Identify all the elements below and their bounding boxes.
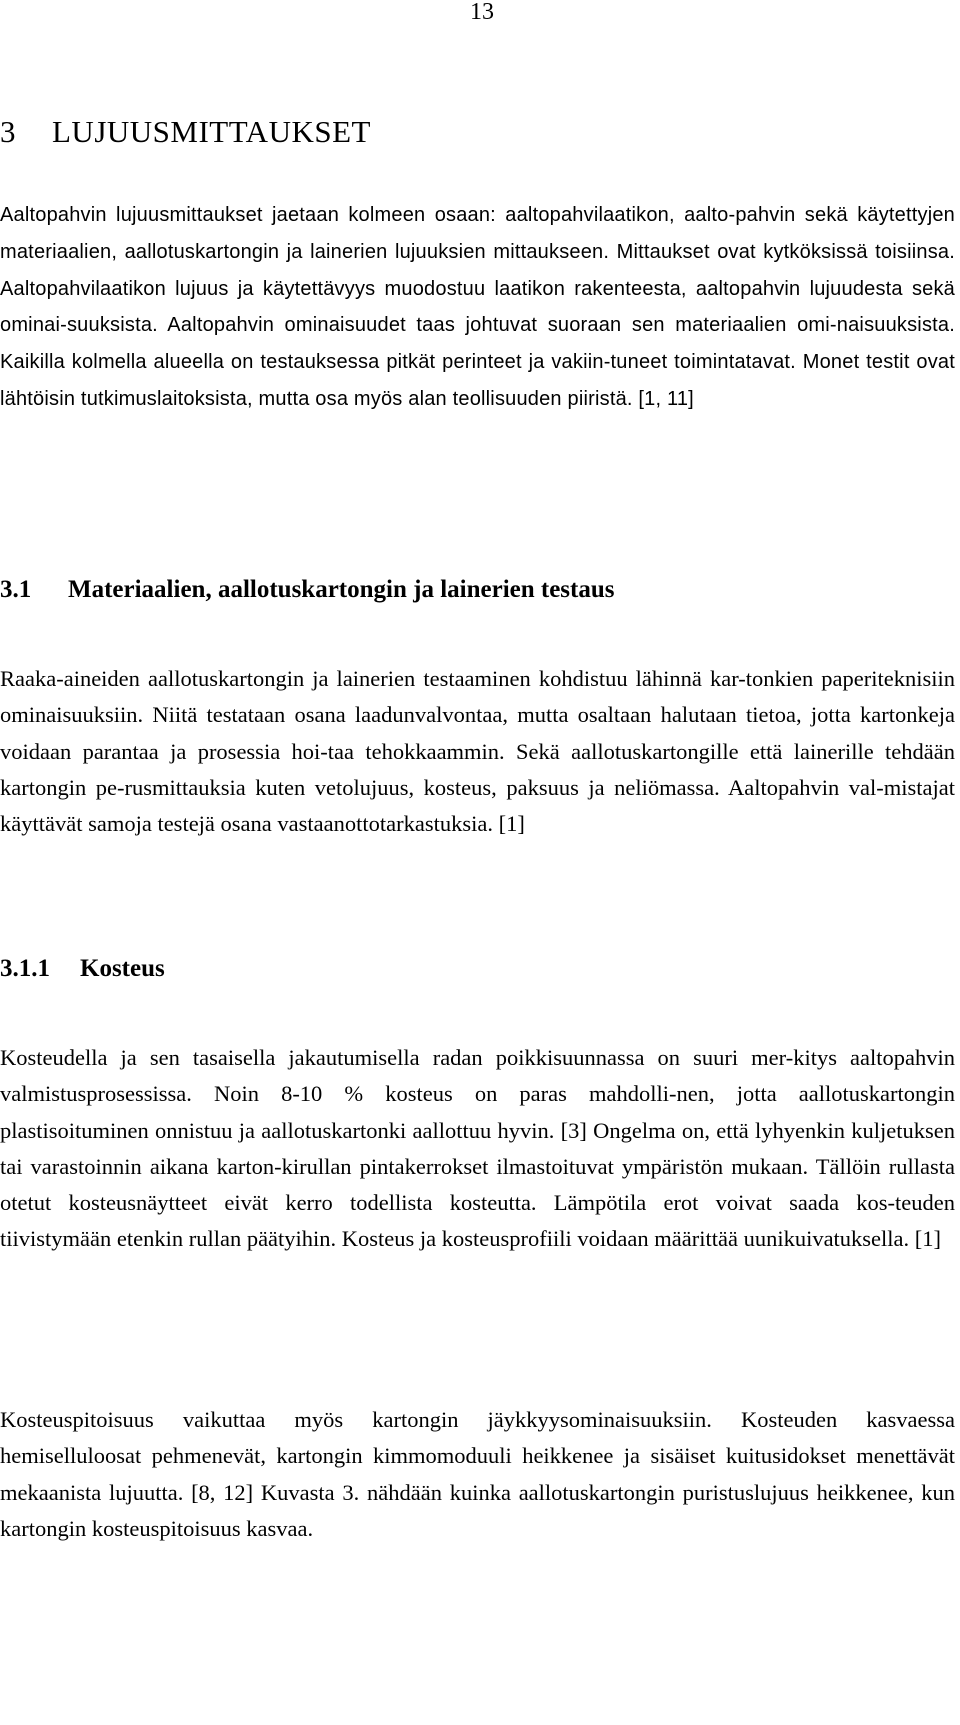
- subsection-title: Kosteus: [80, 955, 165, 982]
- chapter-heading: [0, 112, 371, 152]
- section-number: 3.1: [0, 576, 32, 603]
- section-title: Materiaalien, aallotuskartongin ja lainerien testaus: [68, 576, 615, 603]
- subsection-paragraph-1: Kosteudella ja sen tasaisella jakautumisella radan poikkisuunnassa on suuri mer-kitys aaltopahvin valmistusprosessissa. Noin 8-10 % kosteus on paras mahdolli-nen, jotta aallotuskartongin plastisoituminen onnistuu ja aallotuskartonki aallottuu hyvin. [3] Ongelma on, että lyhyenkin kuljetuksen tai varastoinnin aikana karton-kirullan pintakerrokset ilmastoituvat ympäristön mukaan. Tällöin rullasta otetut kosteusnäytteet eivät kerro todellista kosteutta. Lämpötila erot voivat saada kos-teuden tiivistymään etenkin rullan päätyihin. Kosteus ja kosteusprofiili voidaan määrittää uunikuivatuksella. [1]: [0, 1045, 955, 1252]
- intro-paragraph: Aaltopahvin lujuusmittaukset jaetaan kolmeen osaan: aaltopahvilaatikon, aalto-pahvin sekä käytettyjen materiaalien, aallotuskartongin ja lainerien lujuuksien mittaukseen. Mittaukset ovat kytköksissä toisiinsa. Aaltopahvilaatikon lujuus ja käytettävyys muodostuu laatikon rakenteesta, aaltopahvin lujuudesta sekä ominai-suuksista. Aaltopahvin ominaisuudet taas johtuvat suoraan sen materiaalien omi-naisuuksista. Kaikilla kolmella alueella on testauksessa pitkät perinteet ja vakiin-tuneet toimintatavat. Monet testit ovat lähtöisin tutkimuslaitoksista, mutta osa myös alan teollisuuden piiristä. [1, 11]: [0, 204, 955, 410]
- section-heading: [0, 574, 615, 606]
- chapter-number: 3: [0, 114, 16, 149]
- page-number: 13: [470, 0, 494, 25]
- subsection-number: 3.1.1: [0, 955, 50, 982]
- section-paragraph: Raaka-aineiden aallotuskartongin ja lainerien testaaminen kohdistuu lähinnä kar-tonkien paperiteknisiin ominaisuuksiin. Niitä testataan osana laadunvalvontaa, mutta osaltaan halutaan tietoa, jotta kartonkeja voidaan parantaa ja prosessia hoi-taa tehokkaammin. Sekä aallotuskartongille että lainerille tehdään kartongin pe-rusmittauksia kuten vetolujuus, kosteus, paksuus ja neliömassa. Aaltopahvin val-mistajat käyttävät samoja testejä osana vastaanottotarkastuksia. [1]: [0, 666, 955, 837]
- chapter-title: LUJUUSMITTAUKSET: [52, 114, 371, 149]
- subsection-paragraph-2: Kosteuspitoisuus vaikuttaa myös kartongin jäykkyysominaisuuksiin. Kosteuden kasvaessa hemiselluloosat pehmenevät, kartongin kimmomoduuli heikkenee ja sisäiset kuitusidokset menettävät mekaanista lujuutta. [8, 12] Kuvasta 3. nähdään kuinka aallotuskartongin puristuslujuus heikkenee, kun kartongin kosteuspitoisuus kasvaa.: [0, 1407, 955, 1541]
- subsection-heading: [0, 953, 165, 985]
